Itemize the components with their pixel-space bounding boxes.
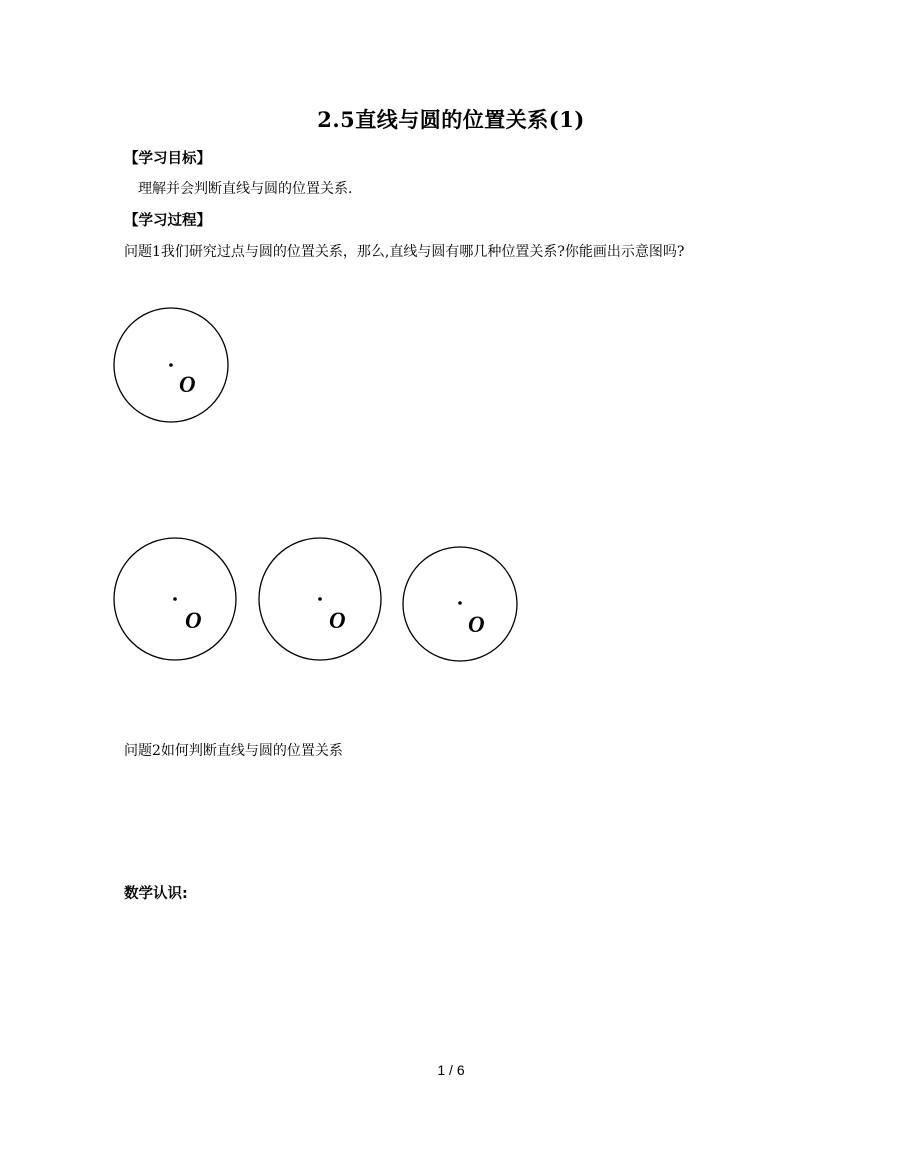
- math-insight-label: 数学认识:: [124, 886, 188, 902]
- circle-diagram-2: [114, 538, 236, 660]
- circle-diagram-3: [259, 538, 381, 660]
- page-title: 2.5直线与圆的位置关系(1): [317, 107, 585, 132]
- circle-center-dot: [318, 597, 322, 601]
- circle-center-label: O: [468, 612, 485, 637]
- circle-center-label: O: [329, 608, 346, 633]
- circle-outline: [403, 547, 517, 661]
- circle-center-label: O: [185, 608, 202, 633]
- circle-diagram-4: [403, 547, 517, 661]
- circle-center-label: O: [179, 372, 196, 397]
- circle-center-dot: [458, 601, 462, 605]
- goal-text: 理解并会判断直线与圆的位置关系.: [138, 181, 353, 197]
- question-1-text: 问题1我们研究过点与圆的位置关系，那么,直线与圆有哪几种位置关系?你能画出示意图吗?: [124, 244, 685, 260]
- circle-outline: [259, 538, 381, 660]
- section-heading-goals: 【学习目标】: [124, 151, 211, 167]
- circle-center-dot: [169, 363, 173, 367]
- circle-center-dot: [173, 597, 177, 601]
- circle-diagram-1: [114, 308, 228, 422]
- page-number: 1 / 6: [437, 1062, 465, 1078]
- circle-outline: [114, 308, 228, 422]
- section-heading-process: 【学习过程】: [124, 213, 211, 229]
- question-2-text: 问题2如何判断直线与圆的位置关系: [124, 743, 343, 759]
- circle-outline: [114, 538, 236, 660]
